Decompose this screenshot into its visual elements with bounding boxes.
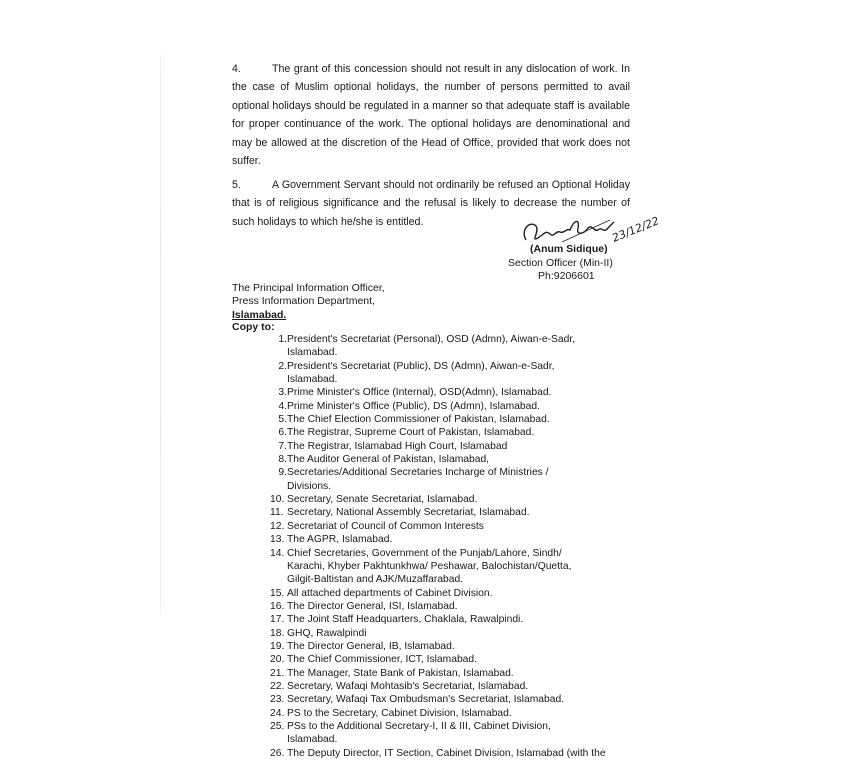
list-item-text: President's Secretariat (Personal), OSD (Admn), Aiwan-e-Sadr, Islamabad. [287,334,576,359]
list-item [270,693,670,706]
copy-to-label: Copy to: [232,321,275,333]
list-item-text: The Manager, State Bank of Pakistan, Islamabad. [287,667,514,679]
list-item-text: The AGPR, Islamabad. [287,534,393,546]
signature-block [500,212,680,282]
list-item [270,426,670,439]
list-item-text: The Deputy Director, IT Section, Cabinet Division, Islamabad (with the [287,747,606,759]
list-item [270,653,670,666]
list-item [270,360,670,387]
list-item [270,493,670,506]
list-item [270,333,670,360]
list-item-text: Secretaries/Additional Secretaries Incharge of Ministries / Divisions. [287,467,549,492]
list-item-text: All attached departments of Cabinet Division. [287,587,493,599]
list-item [270,667,670,680]
list-item [270,680,670,693]
list-item [270,413,670,426]
list-item-number: 24. [270,707,285,719]
list-item-number: 14. [270,547,285,559]
paragraph-4 [232,60,630,170]
list-item-text: Secretary, Wafaqi Tax Ombudsman's Secretariat, Islamabad. [287,694,565,706]
list-item [270,720,670,747]
signatory-name: (Anum Sidique) [530,243,608,255]
list-item [270,440,670,453]
list-item-number: 12. [270,520,285,532]
addressee-line: The Principal Information Officer, [232,282,385,294]
list-item-text: Secretary, Wafaqi Mohtasib's Secretariat, Islamabad. [287,680,529,692]
list-item-number: 3. [278,387,287,399]
list-item [270,587,670,600]
list-item [270,506,670,519]
list-item-number: 25. [270,720,285,732]
list-item [270,547,670,587]
list-item-number: 1. [278,334,287,345]
list-item [270,640,670,653]
paragraph-text: The grant of this concession should not result in any dislocation of work. In the case of Muslim optional holidays, the number of persons permitted to avail optional holidays should be regulated in a manner so that adequate staff is available for proper continuance of the work. The optional holidays are denominational and may be allowed at the discretion of the Head of Office, provided that work does not suffer. [232,63,630,168]
copy-to-list [270,333,670,760]
list-item-number: 11. [270,507,284,519]
list-item-number: 6. [278,427,287,439]
list-item-text: The Director General, IB, Islamabad. [287,640,455,652]
list-item-text: The Registrar, Supreme Court of Pakistan, Islamabad. [287,427,535,439]
list-item-number: 17. [270,614,285,626]
list-item-number: 8. [278,454,287,466]
addressee-block [232,282,385,322]
list-item-text: PSs to the Additional Secretary-I, II & III, Cabinet Division, Islamabad. [287,720,551,746]
list-item-text: President's Secretariat (Public), DS (Admn), Aiwan-e-Sadr, Islamabad. [287,360,555,386]
list-item [270,707,670,720]
list-item-number: 13. [270,534,285,546]
signatory-phone: Ph:9206601 [538,270,595,282]
list-item-text: GHQ, Rawalpindi [287,627,367,639]
list-item-number: 4. [278,400,287,412]
list-item-text: The Auditor General of Pakistan, Islamabad, [287,454,490,466]
list-item [270,600,670,613]
addressee-city: Islamabad. [232,308,287,321]
list-item-number: 26. [270,747,285,759]
list-item [270,520,670,533]
list-item-text: Secretariat of Council of Common Interests [287,520,484,532]
list-item [270,613,670,626]
list-item [270,466,670,493]
list-item [270,453,670,466]
signatory-title: Section Officer (Min-II) [508,257,613,269]
list-item-text: The Director General, ISI, Islamabad. [287,600,458,612]
paragraph-text: A Government Servant should not ordinarily be refused an Optional Holiday that is of religious significance and the refusal is likely to decrease the number of such holidays to which he/she is entitled. [232,179,630,228]
list-item [270,627,670,640]
list-item-text: The Chief Commissioner, ICT, Islamabad. [287,654,477,666]
list-item-number: 21. [270,667,285,679]
scan-margin-line [160,55,161,615]
list-item-text: Secretary, National Assembly Secretariat, Islamabad. [287,507,530,519]
list-item-text: Prime Minister's Office (Public), DS (Admn), Islamabad. [287,400,540,412]
list-item-number: 10. [270,494,285,506]
list-item [270,400,670,413]
list-item-number: 5. [278,414,287,426]
list-item [270,533,670,546]
list-item-number: 23. [270,694,285,706]
list-item-number: 9. [278,467,287,479]
list-item-text: Chief Secretaries, Government of the Punjab/Lahore, Sindh/ Karachi, Khyber Pakhtunkhwa/ Peshawar, Balochistan/Quetta, Gilgit-Baltistan and AJK/Muzaffarabad. [287,547,572,586]
list-item-number: 18. [270,627,285,639]
list-item-number: 20. [270,654,285,666]
list-item-text: PS to the Secretary, Cabinet Division, Islamabad. [287,707,512,719]
handwritten-date: 23/12/22 [610,214,661,245]
list-item-number: 19. [270,640,285,652]
list-item [270,747,670,760]
list-item-number: 7. [278,440,287,452]
list-item [270,386,670,399]
list-item-number: 16. [270,600,285,612]
list-item-text: The Registrar, Islamabad High Court, Islamabad [287,440,508,452]
list-item-number: 2. [278,360,287,372]
addressee-line: Press Information Department, [232,295,375,308]
list-item-text: Secretary, Senate Secretariat, Islamabad. [287,494,478,506]
list-item-number: 15. [270,587,285,599]
list-item-number: 22. [270,680,285,692]
list-item-text: The Joint Staff Headquarters, Chaklala, Rawalpindi. [287,614,524,626]
list-item-text: Prime Minister's Office (Internal), OSD(Admn), Islamabad. [287,387,552,399]
paragraph-number: 5. [232,179,241,191]
paragraph-number: 4. [232,63,241,75]
list-item-text: The Chief Election Commissioner of Pakistan, Islamabad. [287,414,550,426]
